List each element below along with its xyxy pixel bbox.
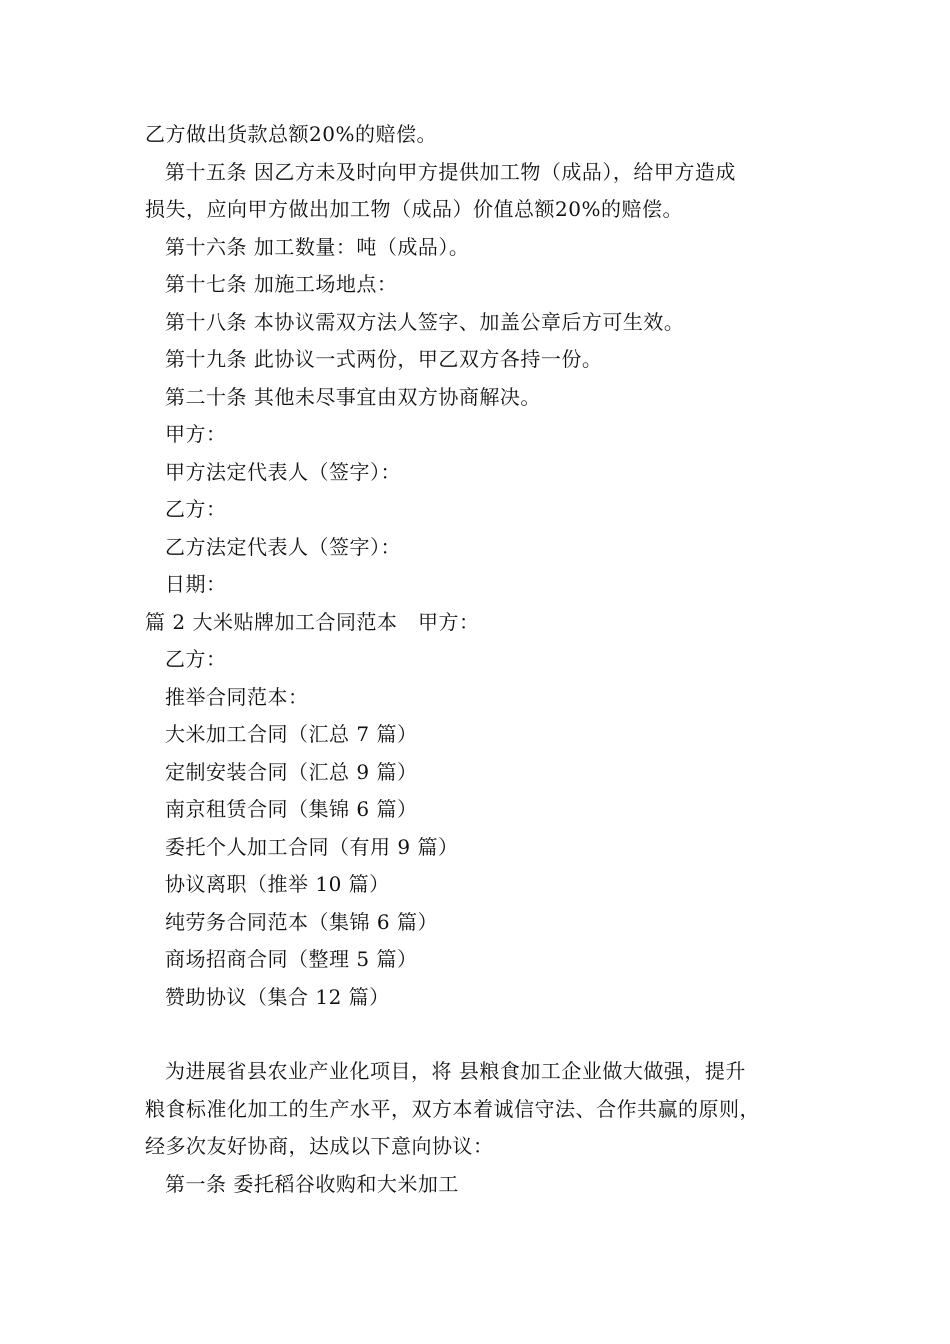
text-line: 乙方做出货款总额20%的赔偿。 [145, 122, 437, 146]
recommended-item: 南京租赁合同（集锦 6 篇） [165, 797, 418, 821]
article-15-line-2: 损失，应向甲方做出加工物（成品）价值总额20%的赔偿。 [145, 197, 683, 221]
article-19: 第十九条 此协议一式两份，甲乙双方各持一份。 [165, 347, 603, 371]
article-18: 第十八条 本协议需双方法人签字、加盖公章后方可生效。 [165, 309, 685, 334]
section-2-party-b: 乙方： [165, 647, 227, 671]
recommended-item: 定制安装合同（汇总 9 篇） [165, 759, 418, 784]
intro-line-1: 为进展省县农业产业化项目，将 县粮食加工企业做大做强，提升 [165, 1059, 746, 1083]
recommended-item: 纯劳务合同范本（集锦 6 篇） [165, 909, 438, 934]
article-15-line-1: 第十五条 因乙方未及时向甲方提供加工物（成品），给甲方造成 [165, 159, 736, 184]
recommended-item: 委托个人加工合同（有用 9 篇） [165, 834, 459, 859]
intro-line-3: 经多次友好协商，达成以下意向协议： [145, 1134, 494, 1158]
party-a-label: 甲方： [165, 422, 227, 446]
recommended-item: 协议离职（推举 10 篇） [165, 872, 390, 896]
intro-line-2: 粮食标准化加工的生产水平，双方本着诚信守法、合作共赢的原则， [145, 1096, 760, 1121]
recommended-item: 商场招商合同（整理 5 篇） [165, 947, 418, 971]
date-label: 日期： [165, 572, 227, 596]
recommended-item: 赞助协议（集合 12 篇） [165, 984, 390, 1009]
recommended-heading: 推举合同范本： [165, 684, 309, 709]
recommended-item: 大米加工合同（汇总 7 篇） [165, 722, 418, 746]
article-17: 第十七条 加施工场地点： [165, 272, 398, 296]
party-b-label: 乙方： [165, 497, 227, 521]
party-b-representative: 乙方法定代表人（签字）： [165, 534, 401, 559]
party-a-representative: 甲方法定代表人（签字）： [165, 459, 401, 484]
document-body [145, 116, 825, 1203]
article-16: 第十六条 加工数量：吨（成品）。 [165, 234, 470, 259]
article-1: 第一条 委托稻谷收购和大米加工 [165, 1171, 459, 1196]
paragraph-spacer [145, 1016, 825, 1053]
section-2-heading: 篇 2 大米贴牌加工合同范本 甲方： [145, 609, 480, 634]
article-20: 第二十条 其他未尽事宜由双方协商解决。 [165, 384, 541, 409]
